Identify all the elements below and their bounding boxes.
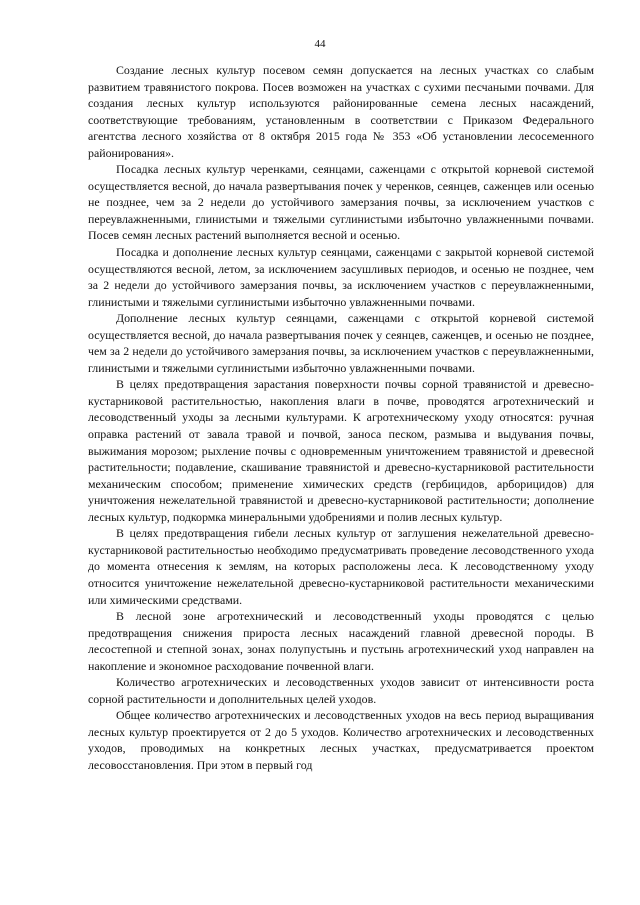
paragraph-seeding: Создание лесных культур посевом семян допускается на лесных участках со слабым развитием травянистого покрова. Посев возможен на участках с сухими песчаными почвами. Для создания лесных культур используются районированные семена лесных насаждений, соответствующие требованиям, установленным в соответствии с Приказом Федерального агентства лесного хозяйства от 8 октября 2015 года № 353 «Об установлении лесосеменного районирования».	[88, 63, 594, 160]
page-number: 44	[314, 38, 326, 50]
page-body	[88, 62, 594, 774]
paragraph-total-care-count: Общее количество агротехнических и лесоводственных уходов на весь период выращивания лесных культур проектируется от 2 до 5 уходов. Количество агротехнических и лесоводственных уходов, проводимых на конкретных лесных участках, предусматривается проектом лесовосстановления. При этом в первый год	[88, 708, 594, 772]
paragraph-silvicultural-care: В целях предотвращения гибели лесных культур от заглушения нежелательной древесно-кустарниковой растительностью необходимо предусматривать проведение лесоводственного ухода до момента отнесения к землям, на которых расположены леса. К лесоводственному уходу относится уничтожение нежелательной древесно-кустарниковой растительности механическими или химическими средствами.	[88, 526, 594, 607]
paragraph-supplementing-open-roots: Дополнение лесных культур сеянцами, саженцами с открытой корневой системой осуществляется весной, до начала развертывания почек у сеянцев, саженцев, и осенью не позднее, чем за 2 недели до устойчивого замерзания почвы, за исключением участков с переувлажненными, глинистыми и тяжелыми суглинистыми избыточно увлажненными почвами.	[88, 311, 594, 375]
paragraph-agrotechnical-care: В целях предотвращения зарастания поверхности почвы сорной травянистой и древесно-кустарниковой растительностью, накопления влаги в почве, проводятся агротехнический и лесоводственный уходы за лесными культурами. К агротехническому уходу относятся: ручная оправка растений от завала травой и почвой, заноса песком, размыва и выдувания почвы, выжимания морозом; рыхление почвы с одновременным уничтожением травянистой и древесной растительности; подавление, скашивание травянистой и древесно-кустарниковой растительности механическим способом; применение химических средств (гербицидов, арборицидов) для уничтожения нежелательной травянистой и древесно-кустарниковой растительности; дополнение лесных культур, подкормка минеральными удобрениями и полив лесных культур.	[88, 377, 594, 524]
paragraph-planting-open-roots: Посадка лесных культур черенками, сеянцами, саженцами с открытой корневой системой осуществляется весной, до начала развертывания почек у черенков, сеянцев, саженцев или осенью не позднее, чем за 2 недели до устойчивого замерзания почвы, за исключением участков с переувлажненными, глинистыми и тяжелыми суглинистыми избыточно увлажненными почвами. Посев семян лесных растений выполняется весной и осенью.	[88, 162, 594, 243]
paragraph-planting-closed-roots: Посадка и дополнение лесных культур сеянцами, саженцами с закрытой корневой системой осуществляются весной, летом, за исключением засушливых периодов, и осенью не позднее, чем за 2 недели до устойчивого замерзания почвы, за исключением участков с переувлажненными, глинистыми и тяжелыми суглинистыми избыточно увлажненными почвами.	[88, 245, 594, 309]
paragraph-care-quantity: Количество агротехнических и лесоводственных уходов зависит от интенсивности роста сорной растительности и дополнительных целей уходов.	[88, 675, 594, 706]
paragraph-forest-zone-care: В лесной зоне агротехнический и лесоводственный уходы проводятся с целью предотвращения снижения прироста лесных насаждений главной древесной породы. В лесостепной и степной зонах, зонах полупустынь и пустынь агротехнический уход направлен на накопление и экономное расходование почвенной влаги.	[88, 609, 594, 673]
